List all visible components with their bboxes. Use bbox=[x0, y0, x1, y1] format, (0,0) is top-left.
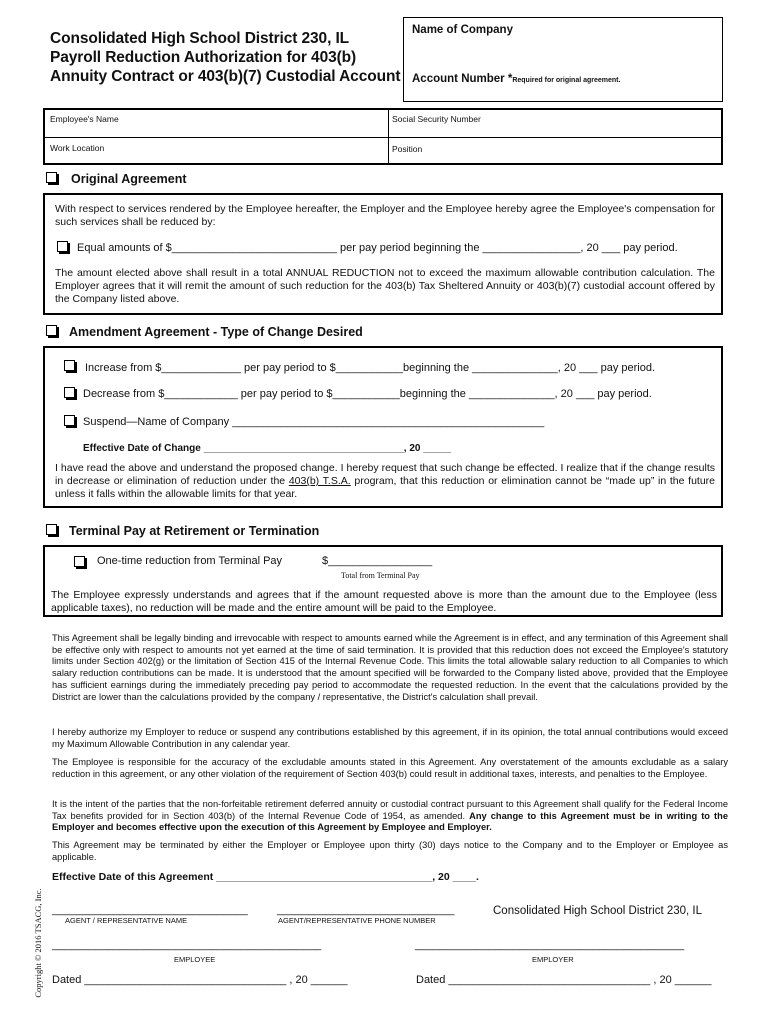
tsa-link-text: 403(b) T.S.A. bbox=[288, 475, 351, 487]
legal-paragraph-2: I hereby authorize my Employer to reduce or suspend any contributions established by this agreement, if in its opinion, the total annual contributions would exceed my Maximum Allowable Contribution in any calendar year. bbox=[52, 727, 728, 749]
employee-label: EMPLOYEE bbox=[174, 955, 216, 964]
terminal-pay-checkbox[interactable] bbox=[46, 524, 57, 535]
district-name: Consolidated High School District 230, IL bbox=[493, 905, 703, 917]
company-name-label: Name of Company bbox=[412, 24, 513, 36]
agent-name-label: AGENT / REPRESENTATIVE NAME bbox=[65, 916, 188, 925]
account-number-label: Account Number *Required for original agreement. bbox=[412, 73, 621, 85]
terminal-para: The Employee expressly understands and agrees that if the amount requested above is more than the amount due to the Employee (less applicable taxes), no reduction will be made and the entire amount will be paid to the Employee. bbox=[51, 589, 717, 614]
copyright-notice: Copyright © 2016 TSACG, Inc. bbox=[33, 888, 43, 998]
one-time-label: One-time reduction from Terminal Pay bbox=[97, 555, 283, 567]
equal-amounts-checkbox[interactable] bbox=[57, 241, 68, 252]
title-line-2: Payroll Reduction Authorization for 403(b) bbox=[50, 49, 357, 66]
amendment-agreement-checkbox[interactable] bbox=[46, 325, 57, 336]
ssn-field[interactable]: Social Security Number bbox=[392, 114, 481, 124]
account-required-note: Required for original agreement. bbox=[512, 77, 621, 84]
agreement-effective-date[interactable]: Effective Date of this Agreement _____________________________________, 20 ____. bbox=[52, 871, 479, 883]
form-title bbox=[50, 29, 400, 86]
employer-label: EMPLOYER bbox=[532, 955, 574, 964]
agent-name-line[interactable]: ________________________________ bbox=[52, 904, 248, 916]
employer-dated-line[interactable]: Dated _________________________________ , 20 ______ bbox=[416, 974, 712, 986]
original-agreement-checkbox[interactable] bbox=[46, 172, 57, 183]
effective-date-change[interactable]: Effective Date of Change ____________________________________, 20 _____ bbox=[83, 443, 452, 454]
terminal-amount-line[interactable]: $_________________ bbox=[322, 555, 433, 567]
original-intro: With respect to services rendered by the Employee hereafter, the Employer and the Employee hereby agree the Employee's compensation for such services shall be reduced by: bbox=[55, 203, 715, 228]
one-time-checkbox[interactable] bbox=[74, 556, 85, 567]
increase-line[interactable]: Increase from $_____________ per pay period to $___________beginning the ______________, 20 ___ pay period. bbox=[85, 362, 656, 374]
amendment-agreement-title: Amendment Agreement - Type of Change Desired bbox=[69, 325, 363, 339]
legal-paragraph-4-bold: Any change to this Agreement must be in writing to the Employer and becomes effective upon the execution of this Agreement by Employee and Employer. bbox=[52, 810, 728, 833]
agent-phone-line[interactable]: _____________________________ bbox=[277, 904, 455, 916]
legal-paragraph-1: This Agreement shall be legally binding and irrevocable with respect to amounts earned while the Agreement is in effect, and any termination of this Agreement shall be effective only with respect to amounts not yet earned at the time of said termination. It is provided that this reduction does not exceed the Employee's statutory limits under Section 402(g) or the limitation of Section 415 of the Internal Revenue Code. This limits the total allowable salary reduction to all Companies to which salary reduction contributions can be made. It is understood that the amount specified will be forwarded to the Company listed above, provided that the Employee has sufficient earnings during the immediately preceding pay period to accommodate the requested reduction. In the event that the calculations provided by the District are lower than the calculations provided by the company / representative, the District's calculation shall prevail. bbox=[52, 633, 728, 702]
suspend-line[interactable]: Suspend—Name of Company ___________________________________________________ bbox=[83, 416, 545, 428]
work-location-field[interactable]: Work Location bbox=[50, 143, 105, 153]
title-line-3: Annuity Contract or 403(b)(7) Custodial Account bbox=[50, 68, 401, 85]
increase-checkbox[interactable] bbox=[64, 360, 75, 371]
decrease-checkbox[interactable] bbox=[64, 387, 75, 398]
legal-paragraph-4: It is the intent of the parties that the non-forfeitable retirement deferred annuity or custodial contract pursuant to this Agreement shall qualify for the Federal Income Tax benefits provided for in Section 403(b) of the Internal Revenue Code of 1954, as amended. Any change to this Agreement must be in writing to the Employer and becomes effective upon the execution of this Agreement by Employee and Employer. bbox=[52, 799, 728, 833]
employer-signature-line[interactable]: ____________________________________________ bbox=[415, 939, 685, 951]
employee-signature-line[interactable]: ____________________________________________ bbox=[52, 939, 322, 951]
agent-phone-label: AGENT/REPRESENTATIVE PHONE NUMBER bbox=[278, 916, 436, 925]
position-field[interactable]: Position bbox=[392, 144, 423, 154]
original-agreement-title: Original Agreement bbox=[71, 172, 187, 186]
decrease-line[interactable]: Decrease from $____________ per pay period to $___________beginning the ______________, 20 ___ pay period. bbox=[83, 388, 652, 400]
suspend-checkbox[interactable] bbox=[64, 415, 75, 426]
employee-name-field[interactable]: Employee's Name bbox=[50, 114, 119, 124]
legal-paragraph-3: The Employee is responsible for the accuracy of the excludable amounts stated in this Agreement. Any overstatement of the amounts excludable as a salary reduction in this agreement, or any other violation of the requirement of Section 403(b) could result in additional taxes, interests, and penalties to the Employee. bbox=[52, 757, 728, 779]
terminal-amount-caption: Total from Terminal Pay bbox=[341, 571, 420, 580]
company-box[interactable] bbox=[403, 17, 723, 102]
title-line-1: Consolidated High School District 230, IL bbox=[50, 30, 350, 47]
legal-paragraph-5: This Agreement may be terminated by either the Employer or Employee upon thirty (30) days notice to the Company and to the Employer or Employee as applicable. bbox=[52, 840, 728, 862]
amendment-para: I have read the above and understand the proposed change. I hereby request that such change be effected. I realize that if the change results in decrease or elimination of reduction under the 403(b) T.S.A. program, that this reduction or elimination cannot be “made up” in the future unless it falls within the allowable limits for that year. bbox=[55, 462, 716, 500]
equal-amounts-line[interactable]: Equal amounts of $___________________________ per pay period beginning the ________________, 20 ___ pay period. bbox=[77, 242, 678, 254]
employee-dated-line[interactable]: Dated _________________________________ , 20 ______ bbox=[52, 974, 348, 986]
terminal-pay-title: Terminal Pay at Retirement or Termination bbox=[69, 524, 320, 538]
original-para: The amount elected above shall result in a total ANNUAL REDUCTION not to exceed the maximum allowable contribution calculation. The Employer agrees that it will remit the amount of such reduction for the 403(b) Tax Sheltered Annuity or 403(b)(7) custodial account offered by the Company listed above. bbox=[55, 267, 715, 305]
employee-info-grid bbox=[43, 108, 723, 165]
